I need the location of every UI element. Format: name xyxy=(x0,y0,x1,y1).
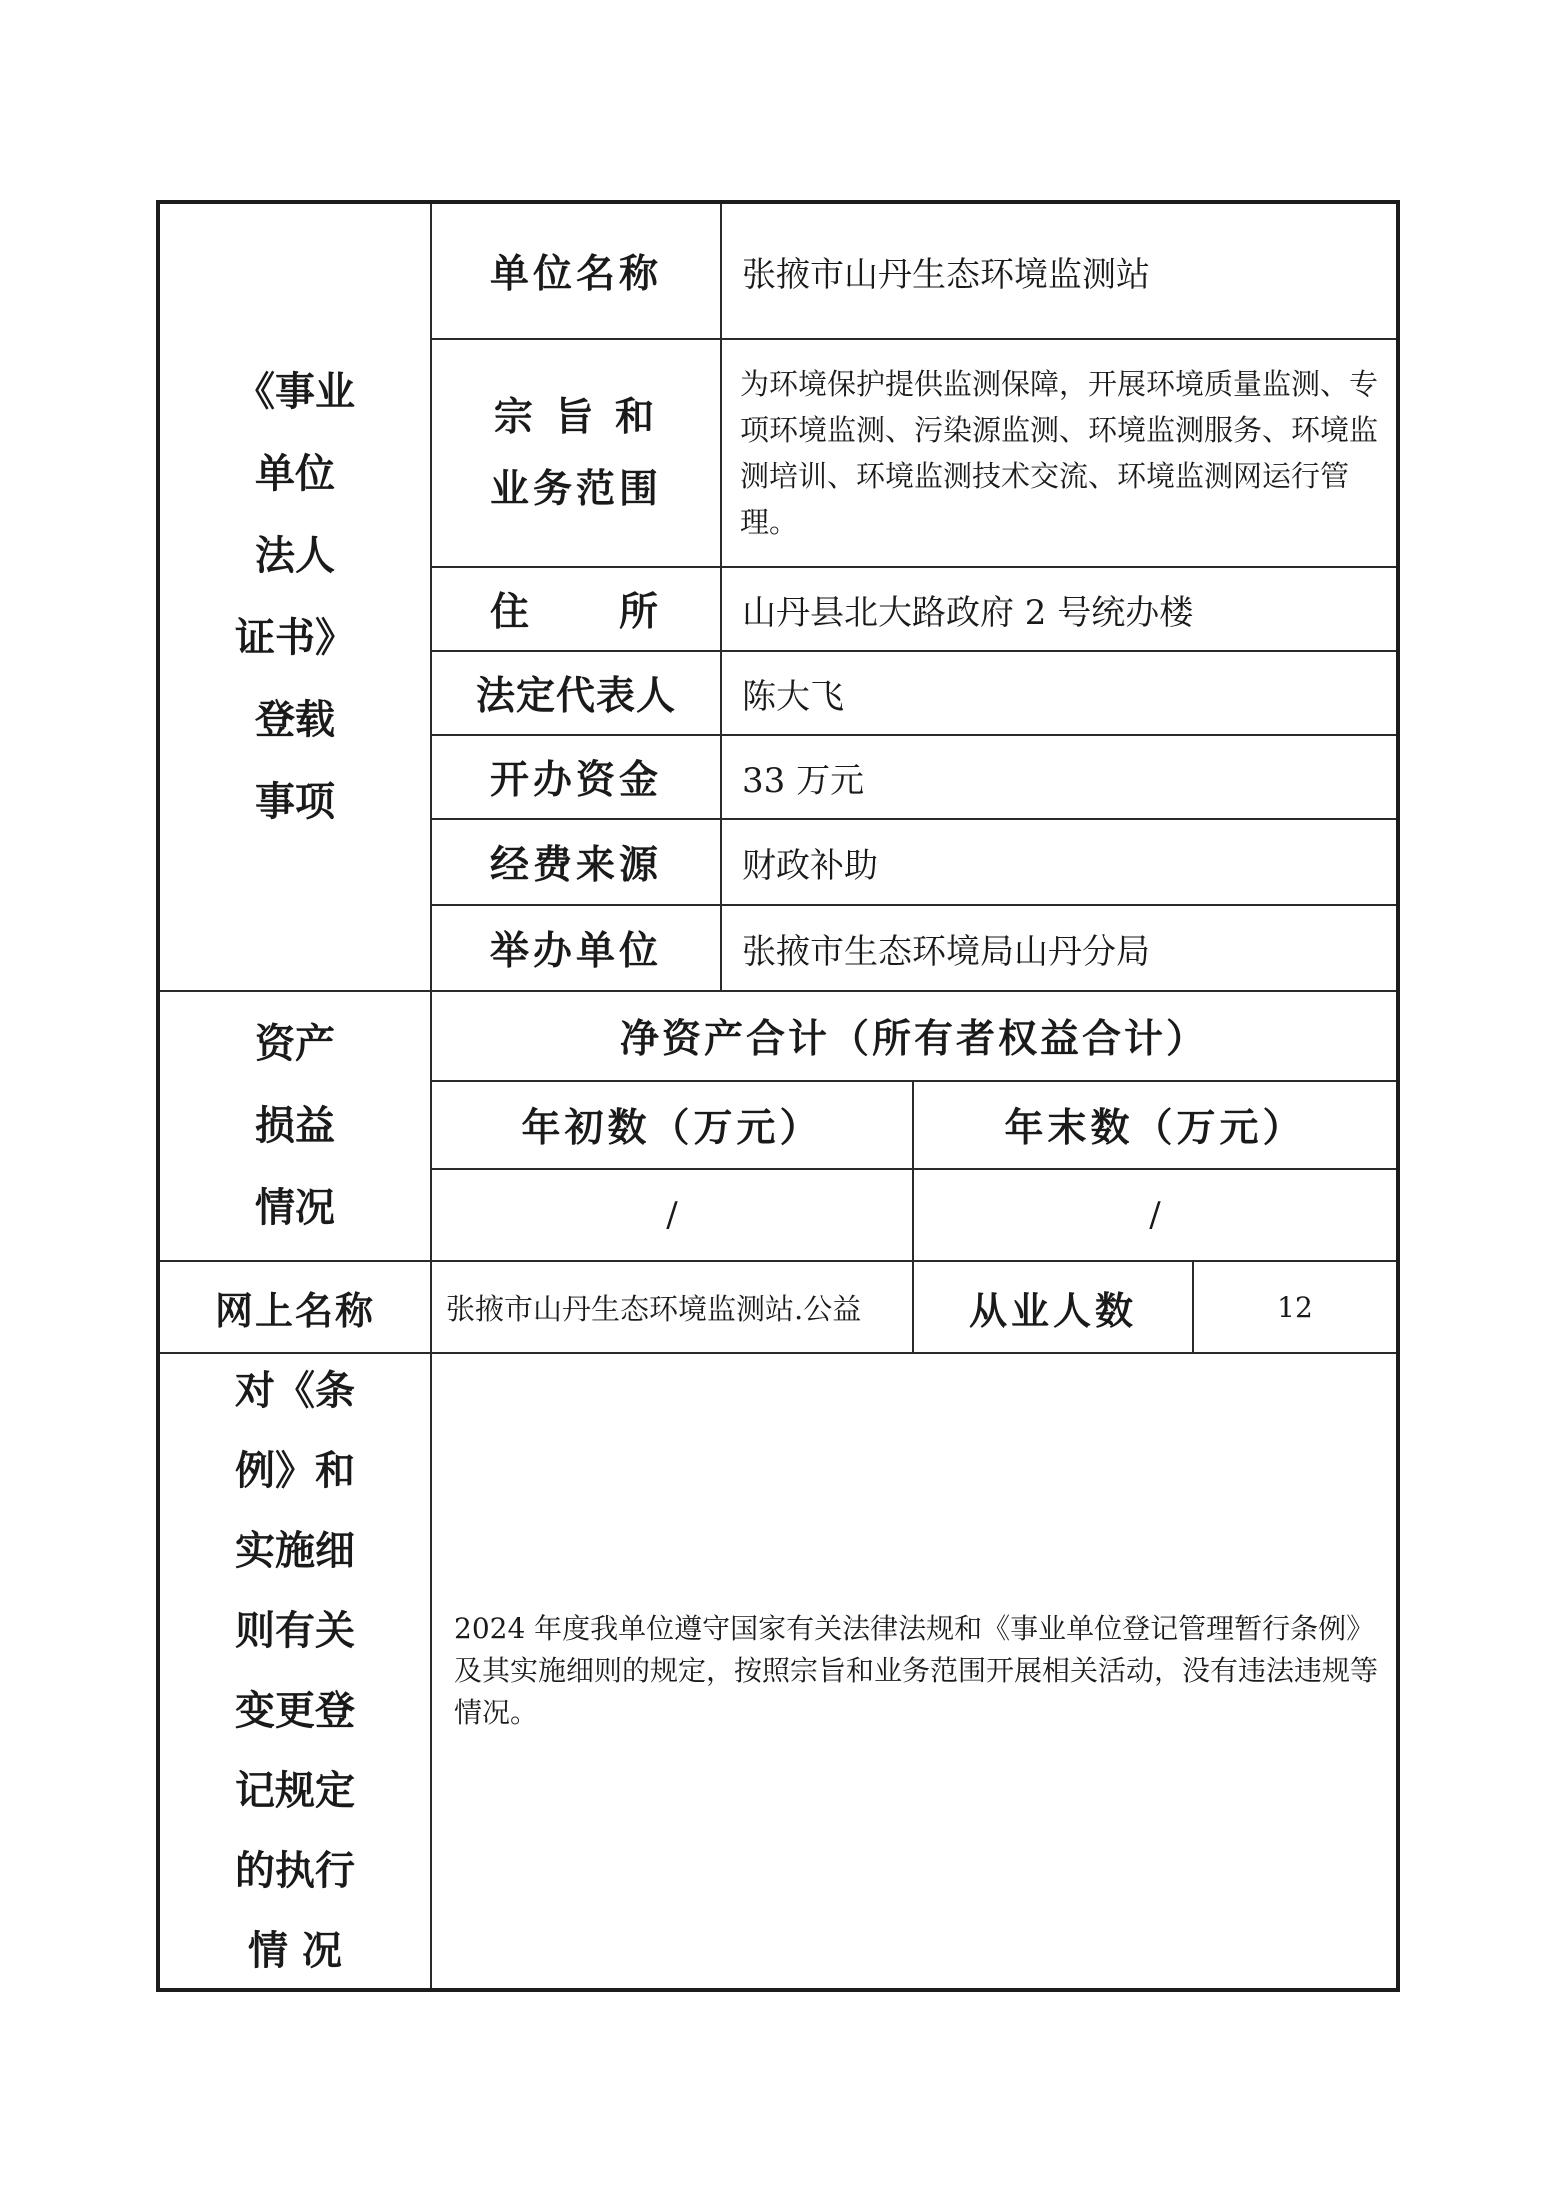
compliance-header-line: 实施细 xyxy=(235,1527,355,1574)
registration-header-line: 登载 xyxy=(255,696,335,743)
legal-rep-value: 陈大飞 xyxy=(722,652,1396,736)
address-label: 住 所 xyxy=(432,568,722,652)
compliance-header-line: 变更登 xyxy=(235,1687,355,1734)
purpose-scope-value: 为环境保护提供监测保障，开展环境质量监测、专项环境监测、污染源监测、环境监测服务、环境监测培训、环境监测技术交流、环境监测网运行管理。 xyxy=(722,340,1396,568)
staff-count-value: 12 xyxy=(1194,1262,1396,1354)
funding-source-value: 财政补助 xyxy=(722,820,1396,906)
funds-value: 33 万元 xyxy=(722,736,1396,820)
annual-report-table xyxy=(156,200,1400,1992)
legal-rep-label: 法定代表人 xyxy=(432,652,722,736)
compliance-section-header xyxy=(160,1354,432,1988)
purpose-scope-label xyxy=(432,340,722,568)
assets-section-header xyxy=(160,992,432,1262)
compliance-header-line: 情 况 xyxy=(248,1927,342,1974)
assets-header-line: 情况 xyxy=(255,1184,335,1231)
end-year-value: / xyxy=(914,1170,1396,1262)
unit-name-value: 张掖市山丹生态环境监测站 xyxy=(722,204,1396,340)
compliance-header-line: 则有关 xyxy=(235,1607,355,1654)
net-assets-title: 净资产合计（所有者权益合计） xyxy=(432,992,1396,1082)
address-value: 山丹县北大路政府 2 号统办楼 xyxy=(722,568,1396,652)
registration-header-line: 单位 xyxy=(255,450,335,497)
registration-header-line: 《事业 xyxy=(235,368,355,415)
purpose-scope-label-text: 宗 旨 和 业务范围 xyxy=(489,394,662,512)
registration-header-line: 法人 xyxy=(255,532,335,579)
online-name-value: 张掖市山丹生态环境监测站.公益 xyxy=(432,1262,914,1354)
assets-header-line: 资产 xyxy=(255,1020,335,1067)
unit-name-label: 单位名称 xyxy=(432,204,722,340)
sponsor-label: 举办单位 xyxy=(432,906,722,992)
staff-count-label: 从业人数 xyxy=(914,1262,1194,1354)
online-name-label: 网上名称 xyxy=(160,1262,432,1354)
compliance-header-line: 例》和 xyxy=(235,1447,355,1494)
funding-source-label: 经费来源 xyxy=(432,820,722,906)
compliance-header-line: 的执行 xyxy=(235,1847,355,1894)
compliance-header-line: 记规定 xyxy=(235,1767,355,1814)
sponsor-value: 张掖市生态环境局山丹分局 xyxy=(722,906,1396,992)
funds-label: 开办资金 xyxy=(432,736,722,820)
end-year-label: 年末数（万元） xyxy=(914,1082,1396,1170)
compliance-header-line: 对《条 xyxy=(235,1367,355,1414)
assets-header-line: 损益 xyxy=(255,1102,335,1149)
compliance-text: 2024 年度我单位遵守国家有关法律法规和《事业单位登记管理暂行条例》及其实施细则的规定，按照宗旨和业务范围开展相关活动，没有违法违规等情况。 xyxy=(454,1612,1379,1729)
registration-header-line: 证书》 xyxy=(235,614,355,661)
begin-year-label: 年初数（万元） xyxy=(432,1082,914,1170)
begin-year-value: / xyxy=(432,1170,914,1262)
registration-header-line: 事项 xyxy=(255,778,335,825)
registration-section-header xyxy=(160,204,432,992)
